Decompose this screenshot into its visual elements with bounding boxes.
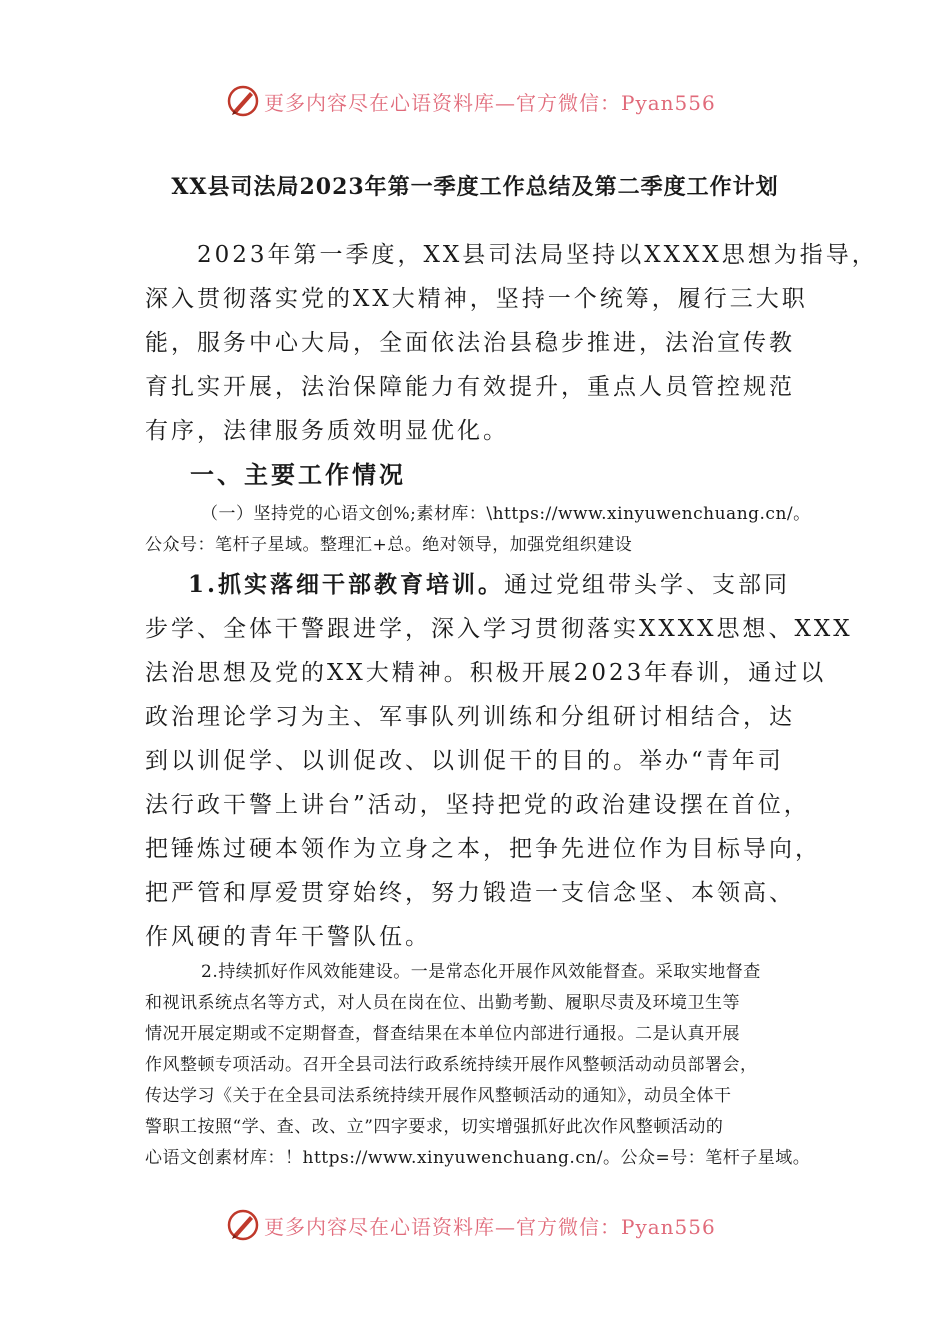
item1-line: 到以训促学、以训促改、以训促干的目的。举办“青年司 — [145, 748, 784, 774]
item2-line: 警职工按照“学、查、改、立”四字要求，切实增强抓好此次作风整顿活动的 — [145, 1117, 724, 1137]
banner-text: 更多内容尽在心语资料库—官方微信：Pyan556 — [264, 1214, 716, 1239]
item1-first-line — [145, 563, 845, 607]
intro-line: 能，服务中心大局，全面依法治县稳步推进，法治宣传教 — [145, 330, 795, 356]
item1-line: 步学、全体干警跟进学，深入学习贯彻落实XXXX思想、XXX — [145, 616, 853, 642]
item1-title: 1.抓实落细干部教育培训。 — [188, 571, 505, 598]
item2-paragraph — [145, 957, 825, 1174]
intro-line: 育扎实开展，法治保障能力有效提升，重点人员管控规范 — [145, 374, 795, 400]
footer-watermark-banner — [226, 1208, 716, 1242]
intro-line: 2023年第一季度，XX县司法局坚持以XXXX思想为指导， — [197, 242, 878, 268]
item1-line: 政治理论学习为主、军事队列训练和分组研讨相结合，达 — [145, 704, 795, 730]
pen-logo-icon — [226, 84, 260, 118]
subsection-line: 公众号：笔杆子星域。整理汇+总。绝对领导，加强党组织建设 — [145, 535, 633, 555]
item1-line: 把严管和厚爱贯穿始终，努力锻造一支信念坚、本领高、 — [145, 880, 795, 906]
section-heading-main-work: 一、主要工作情况 — [190, 460, 406, 489]
item2-line: 情况开展定期或不定期督查，督查结果在本单位内部进行通报。二是认真开展 — [145, 1024, 740, 1044]
intro-paragraph — [145, 233, 878, 453]
document-title: XX县司法局2023年第一季度工作总结及第二季度工作计划 — [171, 174, 779, 200]
item2-line: 传达学习《关于在全县司法系统持续开展作风整顿活动的通知》，动员全体干 — [145, 1086, 732, 1106]
banner-text: 更多内容尽在心语资料库—官方微信：Pyan556 — [264, 90, 716, 115]
pen-logo-icon — [226, 1208, 260, 1242]
item2-line: 作风整顿专项活动。召开全县司法行政系统持续开展作风整顿活动动员部署会， — [145, 1055, 758, 1075]
subsection-party-leadership — [145, 499, 825, 561]
intro-line: 有序，法律服务质效明显优化。 — [145, 418, 509, 444]
item2-line: 心语文创素材库：！https://www.xinyuwenchuang.cn/。公众=号：笔杆子星域。 — [145, 1148, 811, 1168]
subsection-line: （一）坚持党的心语文创%;素材库：\https://www.xinyuwenchuang.cn/。 — [201, 504, 811, 524]
header-watermark-banner — [226, 84, 716, 118]
item1-paragraph — [145, 563, 853, 959]
item1-line: 作风硬的青年干警队伍。 — [145, 924, 431, 950]
item1-first-rest: 通过党组带头学、支部同 — [504, 572, 791, 598]
item1-line: 法行政干警上讲台”活动，坚持把党的政治建设摆在首位， — [145, 792, 810, 818]
item1-line: 把锤炼过硬本领作为立身之本，把争先进位作为目标导向， — [145, 836, 821, 862]
item2-line: 2.持续抓好作风效能建设。一是常态化开展作风效能督查。采取实地督查 — [201, 962, 761, 982]
item2-line: 和视讯系统点名等方式，对人员在岗在位、出勤考勤、履职尽责及环境卫生等 — [145, 993, 740, 1013]
intro-line: 深入贯彻落实党的XX大精神，坚持一个统筹，履行三大职 — [145, 286, 808, 312]
item1-line: 法治思想及党的XX大精神。积极开展2023年春训，通过以 — [145, 660, 827, 686]
